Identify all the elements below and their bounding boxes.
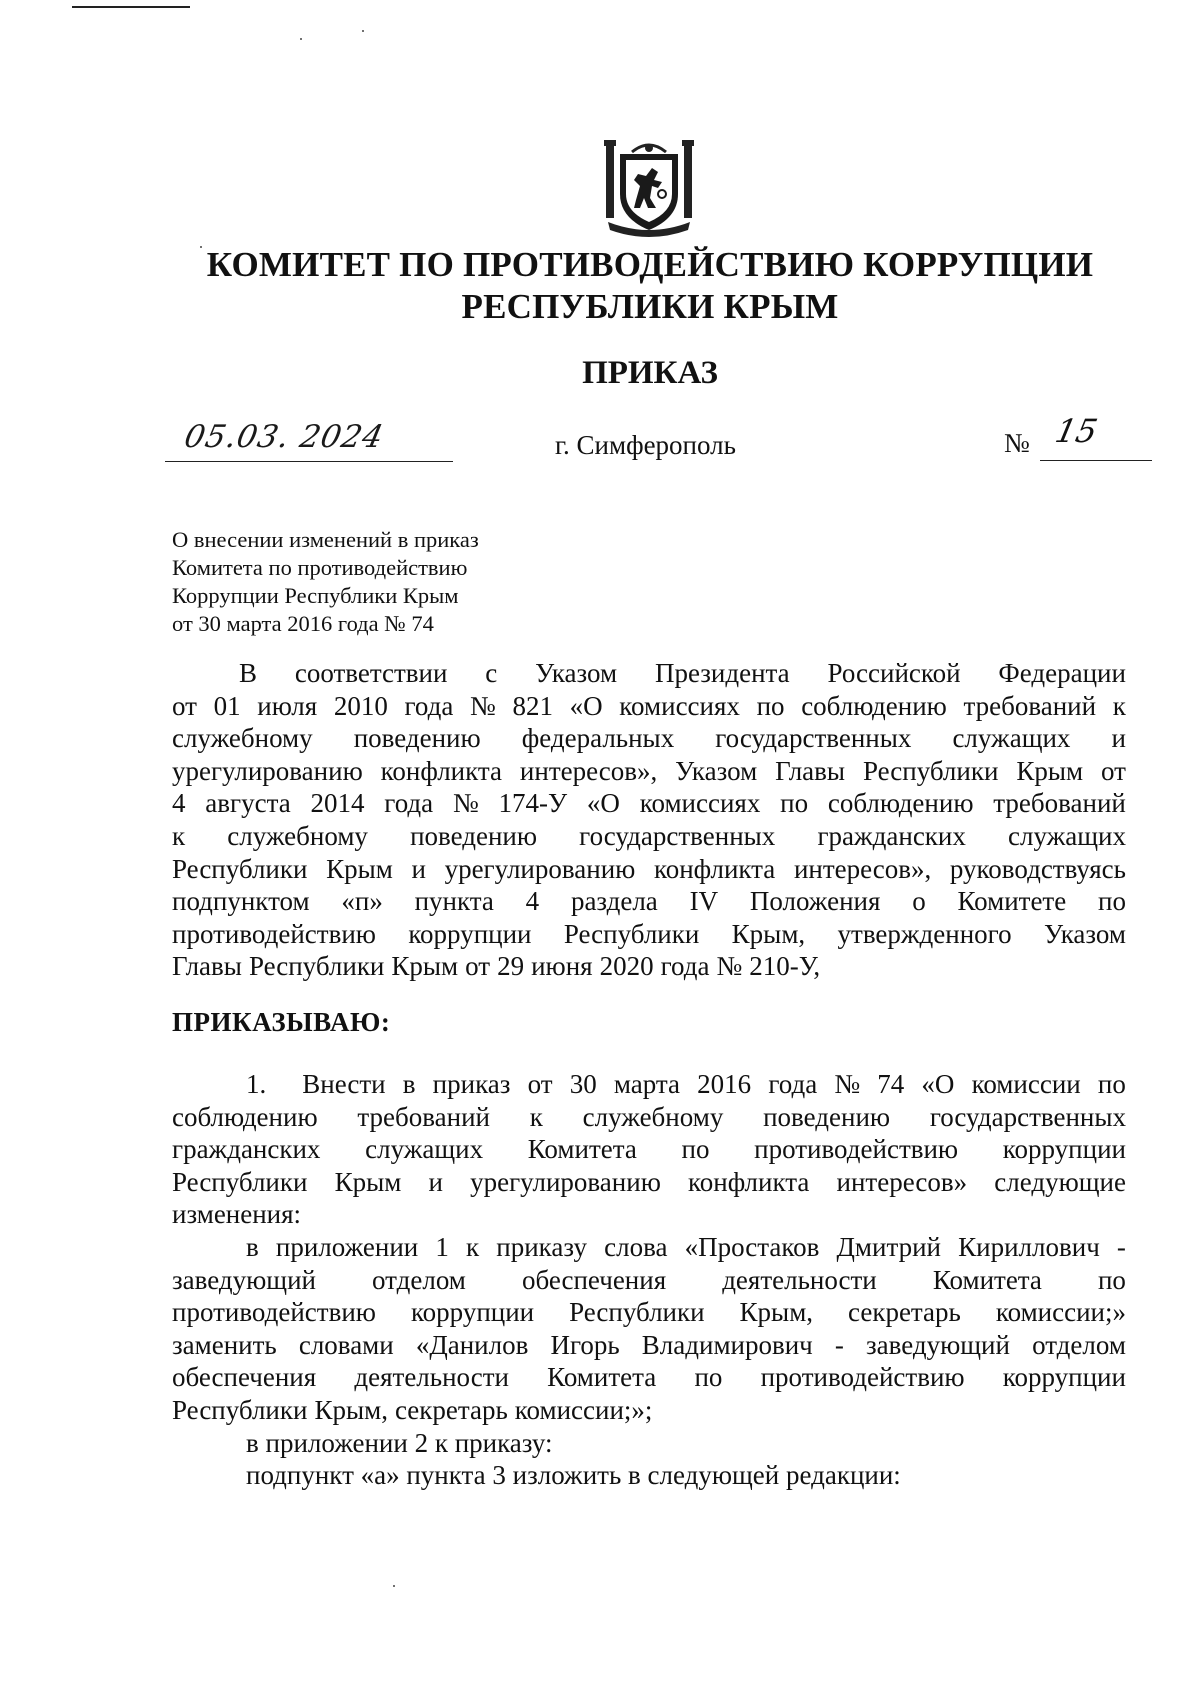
word: Крым, [731, 918, 806, 949]
word: года [768, 1069, 818, 1099]
word: «п» [341, 886, 383, 917]
item-first-line [172, 1068, 1126, 1101]
preamble-line [172, 820, 1126, 853]
word: требований [993, 788, 1126, 819]
word: поведению [410, 820, 538, 851]
scan-speck [300, 38, 302, 40]
word: Крым [1016, 755, 1084, 786]
word: от [1101, 755, 1126, 786]
organization-title-line1: КОМИТЕТ ПО ПРОТИВОДЕЙСТВИЮ КОРРУПЦИИ [206, 245, 1094, 284]
word: к [172, 820, 186, 851]
word: «О [586, 788, 620, 819]
word: по [1098, 886, 1126, 917]
word: Крым, [739, 1297, 814, 1328]
word: Республики [248, 951, 385, 982]
word: Игорь [550, 1329, 620, 1360]
word: служебному [582, 1101, 724, 1132]
word: служебному [172, 723, 313, 754]
word: в [246, 1231, 259, 1262]
item-number: 1. [246, 1069, 267, 1099]
crimea-coat-of-arms-icon [602, 138, 696, 238]
handwritten-date: 05.03. 2024 [181, 419, 388, 455]
word: урегулированию [172, 755, 363, 786]
word: IV [689, 886, 719, 917]
word: от [465, 951, 491, 982]
word: в [402, 1069, 416, 1099]
document-type-title: ПРИКАЗ [582, 355, 718, 391]
word: года [384, 788, 434, 819]
word: коррупции [1002, 1362, 1126, 1393]
word: Комитета [932, 1264, 1042, 1295]
word: Положения [749, 886, 881, 917]
amendment-line [172, 1231, 1126, 1264]
word: утвержденного [837, 918, 1012, 949]
word: Республики [172, 1394, 308, 1425]
amendment-line [172, 1361, 1126, 1394]
word: приложении [275, 1231, 419, 1262]
word: Крым, [314, 1394, 388, 1425]
word: Главы [775, 755, 846, 786]
amendment-line: подпункт «а» пункта 3 изложить в следующей редакции: [246, 1460, 901, 1491]
preamble-line [172, 787, 1126, 820]
word: августа [205, 788, 291, 819]
scan-speck [393, 1585, 395, 1587]
word: комиссии;» [995, 1297, 1126, 1328]
preamble-line [172, 853, 1126, 886]
word: конфликта [688, 1166, 810, 1197]
word: заменить [172, 1329, 277, 1360]
word: 2010 [333, 690, 388, 721]
word: деятельности [354, 1362, 509, 1393]
item-line [172, 1133, 1126, 1166]
word: Крым [326, 853, 393, 884]
preamble-line [172, 657, 1126, 690]
word: заведующий [172, 1264, 316, 1295]
word: «Данилов [415, 1329, 529, 1360]
word: 01 [213, 690, 241, 721]
word: урегулированию [444, 853, 636, 884]
item-line [172, 1166, 1126, 1199]
document-subject [172, 526, 692, 638]
word: к [529, 1101, 543, 1132]
word: Республики [172, 1166, 308, 1197]
word: В [239, 658, 258, 688]
amendment-line [172, 1296, 1126, 1329]
word: Владимирович [641, 1329, 813, 1360]
word: комиссии;»; [514, 1394, 653, 1425]
word: обеспечения [172, 1362, 317, 1393]
word: государственных [579, 820, 776, 851]
word: соблюдению [827, 788, 974, 819]
word: конфликта [380, 755, 502, 786]
handwritten-order-number: 15 [1051, 412, 1101, 450]
word: раздела [570, 886, 658, 917]
word: по [694, 1362, 723, 1393]
amendment-line [172, 1394, 1126, 1427]
preamble-line [172, 885, 1126, 918]
word: 210-У, [749, 951, 821, 982]
word: Главы [172, 951, 242, 982]
word: Президента [654, 658, 790, 688]
word: руководствуясь [949, 853, 1126, 884]
word: требований [963, 690, 1097, 721]
date-field [165, 415, 453, 462]
word: обеспечения [521, 1264, 667, 1295]
preamble-line [172, 918, 1126, 951]
word: Крым [334, 1166, 402, 1197]
word: и [428, 1166, 443, 1197]
word: коррупции [408, 918, 532, 949]
word: 1 [435, 1231, 449, 1262]
word: июня [531, 951, 593, 982]
word: следующие [994, 1166, 1126, 1197]
word: изменения: [172, 1199, 302, 1230]
item-line [172, 1198, 1126, 1231]
word: служащих [952, 723, 1071, 754]
word: июля [257, 690, 318, 721]
word: о [912, 886, 926, 917]
word: 821 [512, 690, 553, 721]
word: слова [604, 1231, 668, 1262]
word: 2016 [697, 1069, 752, 1099]
word: интересов», [793, 853, 932, 884]
word: 30 [569, 1069, 597, 1099]
preamble-paragraph [172, 657, 1126, 983]
word: конфликта [653, 853, 776, 884]
amendment-line: в приложении 2 к приказу: [246, 1427, 553, 1458]
word: заведующий [865, 1329, 1010, 1360]
word: служебному [227, 820, 368, 851]
item-line [302, 1068, 1126, 1101]
amendment-line [172, 1329, 1126, 1362]
word: Комитете [957, 886, 1067, 917]
word: противодействию [172, 1297, 376, 1328]
word: Указом [675, 755, 758, 786]
word: «О [569, 690, 603, 721]
preamble-line [172, 722, 1126, 755]
word: № [834, 1069, 861, 1099]
word: от [527, 1069, 553, 1099]
scan-speck [362, 30, 364, 32]
word: интересов» [836, 1166, 968, 1197]
word: приказу [496, 1231, 587, 1262]
word: Внести [302, 1069, 386, 1099]
word: Крым [391, 951, 459, 982]
word: Комитета [547, 1362, 657, 1393]
word: гражданских [172, 1134, 321, 1165]
organization-title-line2: РЕСПУБЛИКИ КРЫМ [461, 287, 839, 326]
word: комиссиях [619, 690, 740, 721]
word: государственных [929, 1101, 1126, 1132]
word: от [172, 690, 197, 721]
word: соответствии [294, 658, 448, 688]
word: приказ [432, 1069, 511, 1099]
word: отделом [1032, 1329, 1126, 1360]
word: поведению [353, 723, 481, 754]
word: по [1097, 1069, 1126, 1099]
word: № [716, 951, 743, 982]
word: секретарь [394, 1394, 508, 1425]
word: «Простаков [684, 1231, 820, 1262]
word: Республики [862, 755, 999, 786]
word: противодействию [172, 918, 376, 949]
subject-line: Комитета по противодействию [172, 555, 468, 580]
word: противодействию [754, 1134, 959, 1165]
word: соблюдению [801, 690, 947, 721]
word: отделом [372, 1264, 466, 1295]
word: и [411, 853, 426, 884]
word: коррупции [410, 1297, 535, 1328]
order-number-field [1040, 412, 1152, 461]
word: по [1097, 1264, 1126, 1295]
word: требований [357, 1101, 490, 1132]
word: Республики [172, 853, 308, 884]
word: служащих [365, 1134, 484, 1165]
word: Указом [1043, 918, 1126, 949]
word: по [681, 1134, 710, 1165]
word: к [466, 1231, 480, 1262]
subject-line: О внесении изменений в приказ [172, 527, 479, 552]
word: по [780, 788, 809, 819]
word: 2020 [599, 951, 654, 982]
word: секретарь [848, 1297, 961, 1328]
amendment-line [172, 1264, 1126, 1297]
word: государственных [715, 723, 912, 754]
word: служащих [1008, 820, 1126, 851]
word: соблюдению [172, 1101, 318, 1132]
word: Республики [569, 1297, 705, 1328]
city-label: г. Симферополь [555, 430, 736, 460]
preamble-line [172, 690, 1126, 723]
word: поведению [763, 1101, 891, 1132]
word: к [1112, 690, 1126, 721]
word: с [485, 658, 498, 688]
word: Кириллович [958, 1231, 1100, 1262]
word: - [834, 1329, 844, 1360]
word: противодействию [760, 1362, 965, 1393]
word: коррупции [1002, 1134, 1126, 1165]
word: 4 [172, 788, 186, 819]
preamble-line [172, 950, 1126, 983]
word: подпунктом [172, 886, 310, 917]
word: комиссии [971, 1069, 1081, 1099]
word: № [452, 788, 479, 819]
scan-artifact-line [72, 6, 190, 8]
subject-line: Коррупции Республики Крым [172, 583, 459, 608]
subject-line: от 30 марта 2016 года № 74 [172, 611, 434, 636]
word: гражданских [817, 820, 966, 851]
preamble-line [172, 755, 1126, 788]
word: интересов», [519, 755, 658, 786]
word: Федерации [998, 658, 1126, 688]
word: № [470, 690, 496, 721]
word: урегулированию [470, 1166, 661, 1197]
item-line [172, 1101, 1126, 1134]
word: - [1116, 1231, 1126, 1262]
word: федеральных [521, 723, 675, 754]
word: «О [921, 1069, 955, 1099]
word: комиссиях [639, 788, 761, 819]
word: деятельности [722, 1264, 877, 1295]
word: 174-У [498, 788, 568, 819]
word: Дмитрий [836, 1231, 941, 1262]
word: марта [613, 1069, 681, 1099]
word: года [404, 690, 454, 721]
order-directive-heading: ПРИКАЗЫВАЮ: [172, 1007, 391, 1037]
word: пункта [414, 886, 494, 917]
word: и [1111, 723, 1126, 754]
word: Республики [563, 918, 700, 949]
order-item-1 [172, 1068, 1126, 1492]
number-sign: № [1004, 428, 1030, 458]
word: по [756, 690, 785, 721]
word: года [660, 951, 710, 982]
word: Российской [827, 658, 961, 688]
word: Указом [535, 658, 618, 688]
word: 29 [497, 951, 525, 982]
word: 4 [525, 886, 540, 917]
word: Комитета [527, 1134, 637, 1165]
word: 74 [877, 1069, 905, 1099]
word: словами [298, 1329, 394, 1360]
word: 2014 [310, 788, 365, 819]
